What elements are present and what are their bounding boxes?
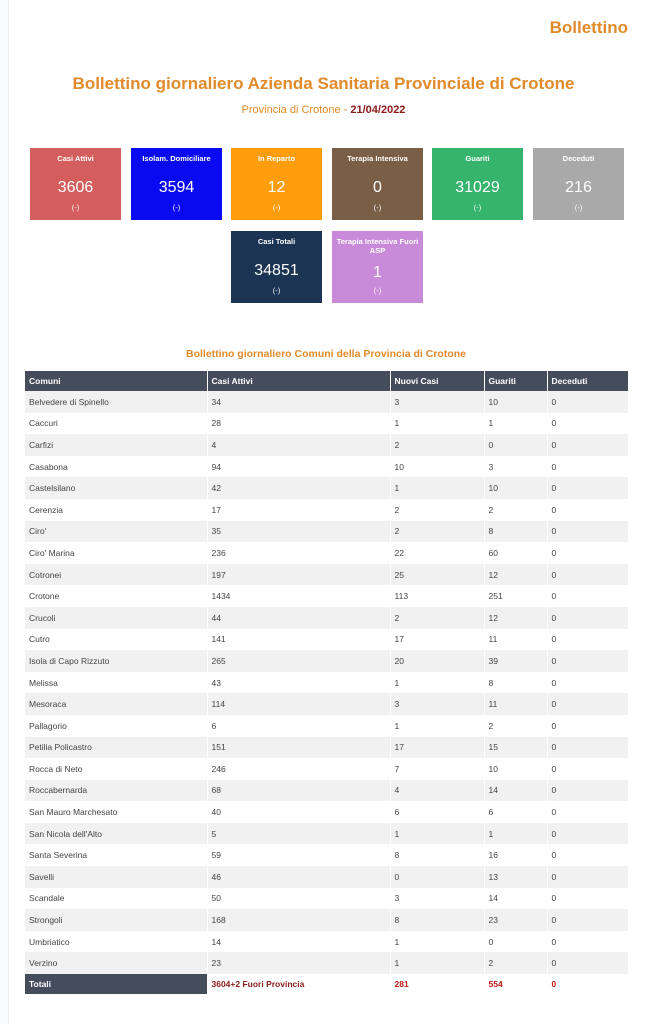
table-row xyxy=(25,413,628,435)
cell-casi-attivi: 1434 xyxy=(207,585,390,607)
cell-nuovi-casi: 1 xyxy=(390,672,484,694)
cell-casi-attivi: 17 xyxy=(207,499,390,521)
table-row xyxy=(25,672,628,694)
cell-nuovi-casi: 2 xyxy=(390,521,484,543)
cell-guariti: 15 xyxy=(484,737,547,759)
cell-guariti: 13 xyxy=(484,866,547,888)
cell-casi-attivi: 23 xyxy=(207,952,390,974)
cell-nuovi-casi: 1 xyxy=(390,931,484,953)
cell-nuovi-casi: 6 xyxy=(390,801,484,823)
cell-comune: Caccuri xyxy=(25,413,207,435)
cell-nuovi-casi: 1 xyxy=(390,952,484,974)
stat-card xyxy=(30,148,121,220)
cell-comune: Roccabernarda xyxy=(25,780,207,802)
table-row xyxy=(25,585,628,607)
header-deceduti: Deceduti xyxy=(547,371,628,391)
stat-card-change: (-) xyxy=(373,286,382,295)
header-nuovi-casi: Nuovi Casi xyxy=(390,371,484,391)
cell-comune: Crotone xyxy=(25,585,207,607)
cell-nuovi-casi: 2 xyxy=(390,434,484,456)
cell-casi-attivi: 35 xyxy=(207,521,390,543)
cell-deceduti: 0 xyxy=(547,434,628,456)
cell-comune: Santa Severina xyxy=(25,844,207,866)
table-row xyxy=(25,456,628,478)
cell-guariti: 12 xyxy=(484,564,547,586)
cell-comune: Ciro' xyxy=(25,521,207,543)
table-row xyxy=(25,391,628,413)
table-row xyxy=(25,650,628,672)
cell-deceduti: 0 xyxy=(547,564,628,586)
cell-nuovi-casi: 17 xyxy=(390,737,484,759)
stat-card-title: Deceduti xyxy=(562,154,595,163)
cell-guariti: 10 xyxy=(484,391,547,413)
cell-deceduti: 0 xyxy=(547,931,628,953)
cell-casi-attivi: 168 xyxy=(207,909,390,931)
cell-comune: Pallagorio xyxy=(25,715,207,737)
cell-comune: Isola di Capo Rizzuto xyxy=(25,650,207,672)
table-row xyxy=(25,715,628,737)
cell-nuovi-casi: 10 xyxy=(390,456,484,478)
cell-deceduti: 0 xyxy=(547,672,628,694)
stat-card xyxy=(432,148,523,220)
cell-nuovi-casi: 20 xyxy=(390,650,484,672)
cell-casi-attivi: 197 xyxy=(207,564,390,586)
cell-comune: Ciro' Marina xyxy=(25,542,207,564)
cell-casi-attivi: 141 xyxy=(207,629,390,651)
cell-deceduti: 0 xyxy=(547,758,628,780)
cell-deceduti: 0 xyxy=(547,780,628,802)
stat-card-title: Terapia Intensiva Fuori ASP xyxy=(336,237,419,255)
cell-casi-attivi: 246 xyxy=(207,758,390,780)
header-guariti: Guariti xyxy=(484,371,547,391)
cell-comune: Scandale xyxy=(25,888,207,910)
cell-guariti: 2 xyxy=(484,499,547,521)
brand-title[interactable]: Bollettino xyxy=(549,18,628,37)
cell-deceduti: 0 xyxy=(547,499,628,521)
stat-card-value: 3594 xyxy=(158,179,195,196)
cell-deceduti: 0 xyxy=(547,693,628,715)
table-totals-row xyxy=(25,974,628,994)
cell-nuovi-casi: 3 xyxy=(390,391,484,413)
cell-deceduti: 0 xyxy=(547,715,628,737)
total-deceduti: 0 xyxy=(547,974,628,994)
cell-deceduti: 0 xyxy=(547,650,628,672)
cell-guariti: 23 xyxy=(484,909,547,931)
cell-deceduti: 0 xyxy=(547,391,628,413)
stat-card xyxy=(332,148,423,220)
cell-comune: Melissa xyxy=(25,672,207,694)
table-row xyxy=(25,758,628,780)
stat-card xyxy=(332,231,423,303)
cell-casi-attivi: 14 xyxy=(207,931,390,953)
total-nuovi-casi: 281 xyxy=(390,974,484,994)
stat-card-value: 1 xyxy=(373,264,382,281)
cell-casi-attivi: 46 xyxy=(207,866,390,888)
stat-card-change: (-) xyxy=(574,203,583,212)
cell-nuovi-casi: 1 xyxy=(390,823,484,845)
table-row xyxy=(25,909,628,931)
cell-deceduti: 0 xyxy=(547,737,628,759)
cell-casi-attivi: 50 xyxy=(207,888,390,910)
cell-comune: San Mauro Marchesato xyxy=(25,801,207,823)
cell-nuovi-casi: 1 xyxy=(390,477,484,499)
cell-casi-attivi: 34 xyxy=(207,391,390,413)
stat-card-value: 0 xyxy=(373,179,382,196)
cell-casi-attivi: 40 xyxy=(207,801,390,823)
cell-casi-attivi: 265 xyxy=(207,650,390,672)
subtitle-date: 21/04/2022 xyxy=(350,104,406,116)
table-row xyxy=(25,434,628,456)
table-row xyxy=(25,521,628,543)
cell-guariti: 1 xyxy=(484,413,547,435)
cell-deceduti: 0 xyxy=(547,909,628,931)
cell-deceduti: 0 xyxy=(547,844,628,866)
left-edge-divider xyxy=(0,0,9,1024)
cell-casi-attivi: 44 xyxy=(207,607,390,629)
stat-card xyxy=(231,148,322,220)
stat-card-value: 3606 xyxy=(57,179,94,196)
cell-comune: Verzino xyxy=(25,952,207,974)
cell-guariti: 1 xyxy=(484,823,547,845)
stat-card-title: In Reparto xyxy=(257,154,296,163)
header-comuni: Comuni xyxy=(25,371,207,391)
cell-guariti: 8 xyxy=(484,521,547,543)
table-row xyxy=(25,866,628,888)
cell-guariti: 11 xyxy=(484,629,547,651)
cell-comune: Savelli xyxy=(25,866,207,888)
cell-nuovi-casi: 8 xyxy=(390,844,484,866)
cell-comune: Cotronei xyxy=(25,564,207,586)
cell-casi-attivi: 151 xyxy=(207,737,390,759)
stat-card-value: 31029 xyxy=(455,179,500,196)
cell-guariti: 251 xyxy=(484,585,547,607)
cell-guariti: 2 xyxy=(484,715,547,737)
stat-card xyxy=(533,148,624,220)
table-row xyxy=(25,607,628,629)
table-row xyxy=(25,693,628,715)
cell-casi-attivi: 5 xyxy=(207,823,390,845)
cell-guariti: 14 xyxy=(484,780,547,802)
table-row xyxy=(25,844,628,866)
cell-nuovi-casi: 3 xyxy=(390,888,484,910)
cell-comune: Petilia Policastro xyxy=(25,737,207,759)
cell-nuovi-casi: 17 xyxy=(390,629,484,651)
cell-deceduti: 0 xyxy=(547,456,628,478)
comuni-table xyxy=(25,371,629,994)
stat-card-value: 216 xyxy=(565,179,592,196)
cell-nuovi-casi: 4 xyxy=(390,780,484,802)
cell-guariti: 12 xyxy=(484,607,547,629)
stat-card-value: 34851 xyxy=(254,262,299,279)
cell-deceduti: 0 xyxy=(547,888,628,910)
table-row xyxy=(25,952,628,974)
cell-comune: Strongoli xyxy=(25,909,207,931)
table-row xyxy=(25,564,628,586)
table-row xyxy=(25,737,628,759)
cell-guariti: 10 xyxy=(484,477,547,499)
cell-guariti: 60 xyxy=(484,542,547,564)
cell-guariti: 6 xyxy=(484,801,547,823)
cell-deceduti: 0 xyxy=(547,521,628,543)
cell-comune: Cutro xyxy=(25,629,207,651)
cell-comune: Rocca di Neto xyxy=(25,758,207,780)
subtitle-province: Provincia di Crotone - xyxy=(241,104,351,116)
stat-card-value: 12 xyxy=(267,179,286,196)
page-title: Bollettino giornaliero Azienda Sanitaria Provinciale di Crotone xyxy=(72,74,575,93)
cell-casi-attivi: 236 xyxy=(207,542,390,564)
cell-deceduti: 0 xyxy=(547,413,628,435)
stat-card-title: Terapia Intensiva xyxy=(347,154,408,163)
cell-comune: Castelsilano xyxy=(25,477,207,499)
cell-casi-attivi: 68 xyxy=(207,780,390,802)
stat-card xyxy=(231,231,322,303)
cell-deceduti: 0 xyxy=(547,585,628,607)
stat-card-title: Casi Totali xyxy=(257,237,296,246)
cell-deceduti: 0 xyxy=(547,477,628,499)
cell-casi-attivi: 28 xyxy=(207,413,390,435)
cell-guariti: 0 xyxy=(484,931,547,953)
cell-guariti: 10 xyxy=(484,758,547,780)
cell-guariti: 8 xyxy=(484,672,547,694)
stat-card-title: Casi Attivi xyxy=(57,154,94,163)
cell-deceduti: 0 xyxy=(547,542,628,564)
cell-comune: Cerenzia xyxy=(25,499,207,521)
cell-nuovi-casi: 113 xyxy=(390,585,484,607)
table-row xyxy=(25,477,628,499)
cell-deceduti: 0 xyxy=(547,866,628,888)
cell-nuovi-casi: 22 xyxy=(390,542,484,564)
stat-card-change: (-) xyxy=(71,203,80,212)
cell-comune: Mesoraca xyxy=(25,693,207,715)
cell-casi-attivi: 42 xyxy=(207,477,390,499)
cell-casi-attivi: 114 xyxy=(207,693,390,715)
stat-card xyxy=(131,148,222,220)
total-comune: Totali xyxy=(25,974,207,994)
cell-nuovi-casi: 25 xyxy=(390,564,484,586)
stat-card-change: (-) xyxy=(373,203,382,212)
cell-nuovi-casi: 8 xyxy=(390,909,484,931)
stat-card-change: (-) xyxy=(473,203,482,212)
cell-nuovi-casi: 3 xyxy=(390,693,484,715)
cell-deceduti: 0 xyxy=(547,823,628,845)
table-row xyxy=(25,499,628,521)
cell-guariti: 2 xyxy=(484,952,547,974)
cell-nuovi-casi: 1 xyxy=(390,413,484,435)
page-subtitle xyxy=(0,104,647,116)
total-guariti: 554 xyxy=(484,974,547,994)
cell-guariti: 0 xyxy=(484,434,547,456)
cell-nuovi-casi: 2 xyxy=(390,607,484,629)
table-body xyxy=(25,391,628,994)
table-row xyxy=(25,629,628,651)
cell-deceduti: 0 xyxy=(547,952,628,974)
cell-comune: Umbriatico xyxy=(25,931,207,953)
table-row xyxy=(25,931,628,953)
cell-nuovi-casi: 0 xyxy=(390,866,484,888)
cell-casi-attivi: 43 xyxy=(207,672,390,694)
table-row xyxy=(25,542,628,564)
cell-guariti: 16 xyxy=(484,844,547,866)
cell-comune: Crucoli xyxy=(25,607,207,629)
stat-card-title: Isolam. Domiciliare xyxy=(142,154,211,163)
cell-comune: Casabona xyxy=(25,456,207,478)
table-row xyxy=(25,801,628,823)
stat-card-change: (-) xyxy=(272,203,281,212)
total-casi-attivi: 3604+2 Fuori Provincia xyxy=(207,974,390,994)
cell-casi-attivi: 59 xyxy=(207,844,390,866)
table-title: Bollettino giornaliero Comuni della Provincia di Crotone xyxy=(185,348,467,360)
cell-deceduti: 0 xyxy=(547,801,628,823)
cell-nuovi-casi: 2 xyxy=(390,499,484,521)
cell-deceduti: 0 xyxy=(547,607,628,629)
stat-card-change: (-) xyxy=(272,286,281,295)
cell-nuovi-casi: 1 xyxy=(390,715,484,737)
cell-deceduti: 0 xyxy=(547,629,628,651)
cell-guariti: 39 xyxy=(484,650,547,672)
stat-card-change: (-) xyxy=(172,203,181,212)
cell-casi-attivi: 94 xyxy=(207,456,390,478)
cell-nuovi-casi: 7 xyxy=(390,758,484,780)
table-row xyxy=(25,823,628,845)
table-header-row xyxy=(25,371,628,391)
cell-comune: Carfizi xyxy=(25,434,207,456)
cell-casi-attivi: 4 xyxy=(207,434,390,456)
cell-comune: San Nicola dell'Alto xyxy=(25,823,207,845)
stat-card-title: Guariti xyxy=(465,154,490,163)
cell-casi-attivi: 6 xyxy=(207,715,390,737)
cell-comune: Belvedere di Spinello xyxy=(25,391,207,413)
cell-guariti: 3 xyxy=(484,456,547,478)
table-row xyxy=(25,780,628,802)
cell-guariti: 11 xyxy=(484,693,547,715)
header-casi-attivi: Casi Attivi xyxy=(207,371,390,391)
cell-guariti: 14 xyxy=(484,888,547,910)
table-row xyxy=(25,888,628,910)
